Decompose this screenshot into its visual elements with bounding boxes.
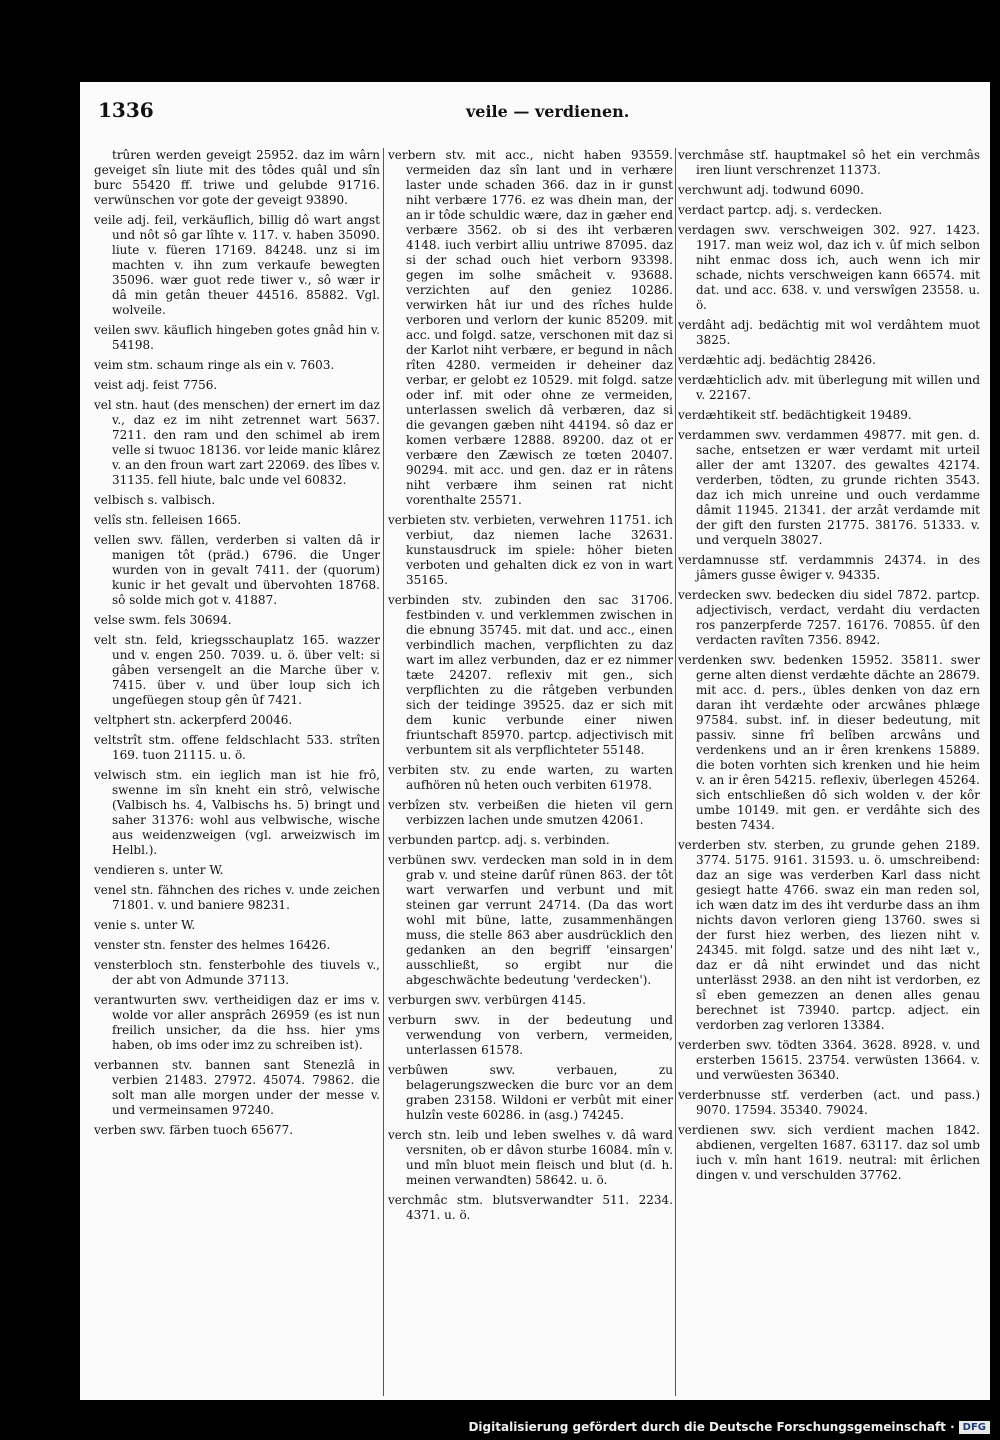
dictionary-entry: verburgen swv. verbürgen 4145. xyxy=(388,993,586,1007)
dictionary-entry: verbunden partcp. adj. s. verbinden. xyxy=(388,833,610,847)
dictionary-entry: verchmâse stf. hauptmakel sô het ein verchmâs iren liunt verschrenzet 11373. xyxy=(678,148,980,177)
dictionary-entry: trûren werden geveigt 25952. daz im wârn geveiget sîn liute mit des tôdes quâl und sîn burc 55420 ff. triwe und gelubde 91716. verwünschen vor gote der geveigt 93890. xyxy=(94,148,380,207)
dictionary-page xyxy=(80,82,990,1400)
dictionary-entry: vendieren s. unter W. xyxy=(94,863,224,877)
dictionary-entry: veltphert stn. ackerpferd 20046. xyxy=(94,713,293,727)
column-divider xyxy=(675,148,676,1396)
column-2 xyxy=(388,148,673,1396)
dictionary-entry: verbannen stv. bannen sant Stenezlâ in verbien 21483. 27972. 45074. 79862. die solt man alle morgen under der messe v. und vermeinsamen 97240. xyxy=(94,1058,380,1117)
dictionary-entry: verantwurten swv. vertheidigen daz er ims v. wolde vor aller ansprâch 26959 (es ist nun freilich unsicher, da die hss. hier yms haben, ob ims oder imz zu schreiben ist). xyxy=(94,993,380,1052)
dictionary-entry: verbinden stv. zubinden den sac 31706. festbinden v. und verklemmen zwischen in die ebnung 35745. mit dat. und acc., einen verbindlich machen, verpflichten zu daz wart im allez verbunden, daz er ez nimmer tæte 24207. reflexiv mit gen., sich verpflichten zu die râtgeben verbunden sich der teidinge 39525. daz er sich mit dem kunic verbunde einer niwen friuntschaft 85970. partcp. adjectivisch mit verbuntem sit als verpflichteter 55148. xyxy=(388,593,673,757)
column-3 xyxy=(678,148,980,1396)
dictionary-entry: veltstrît stm. offene feldschlacht 533. strîten 169. tuon 21115. u. ö. xyxy=(94,733,380,762)
dictionary-entry: verdæhticlich adv. mit überlegung mit willen und v. 22167. xyxy=(678,373,980,402)
dictionary-entry: verdæhtikeit stf. bedächtigkeit 19489. xyxy=(678,408,912,422)
dictionary-entry: vel stn. haut (des menschen) der ernert im daz v., daz ez im niht zetrennet wart 5637. 7211. den ram und den schimel ab irem velle si twuoc 18136. vor leide manic klârez v. an den froun wart zart 22069. des lîbes v. 31135. fell hiute, balc unde vel 60832. xyxy=(94,398,380,487)
dictionary-entry: venster stn. fenster des helmes 16426. xyxy=(94,938,331,952)
dictionary-entry: verdenken swv. bedenken 15952. 35811. swer gerne alten dienst verdæhte dächte an 28679. mit acc. d. pers., übles denken von daz ern daran iht verdæhte oder arcwânes phlæge 97584. subst. inf. in dieser bedeutung, mit passiv. sinne frî belîben arcwâns und verdenkens und an ir êren krenkens 15889. die boten vorhten sich krenken und hie heim v. an ir êren 54215. reflexiv, überlegen 45264. sich entschließen dô sich wolden v. der kôr umbe 10149. mit gen. er verdâhte sich des besten 7434. xyxy=(678,653,980,832)
column-1 xyxy=(94,148,380,1396)
dictionary-entry: verchwunt adj. todwund 6090. xyxy=(678,183,864,197)
dictionary-entry: velwisch stm. ein ieglich man ist hie frô, swenne im sîn kneht ein strô, velwische (Valbisch hs. 4, Valbischs hs. 5) bringt und saher 31376: wohl aus velbwische, wische aus weidenzweigen (vgl. arweizwisch im Helbl.). xyxy=(94,768,380,857)
dictionary-entry: verdammen swv. verdammen 49877. mit gen. d. sache, entsetzen er wær verdamt mit urteil aller der amt 13207. des gewaltes 42174. verderben, tödten, zu grunde richten 3543. daz ich mich unreine und ouch verdamme dâmit 11945. 21341. der arzât verdamde mit der gift den fursten 21775. 38176. 51333. v. und verqueln 38027. xyxy=(678,428,980,547)
dictionary-entry: velbisch s. valbisch. xyxy=(94,493,216,507)
dictionary-entry: vellen swv. fällen, verderben si valten dâ ir manigen tôt (präd.) 6796. die Unger wurden von in gevalt 7411. der (quorum) kunic ir het gevalt und übervohten 18768. sô solde mich got v. 41887. xyxy=(94,533,380,607)
dictionary-entry: verderbnusse stf. verderben (act. und pass.) 9070. 17594. 35340. 79024. xyxy=(678,1088,980,1117)
funding-credit xyxy=(468,1420,990,1434)
dictionary-entry: verderben stv. sterben, zu grunde gehen 2189. 3774. 5175. 9161. 31593. u. ö. umschreibend: daz an sige was verderben Karl dass nicht gesiegt hatte 4766. swaz ein man reden sol, ich wæn datz im des iht verdurbe dass an ihm nichts davon verloren gieng 13760. swes si der furst hiez werben, des liezen niht v. 24345. mit folgd. satze und des niht læt v., daz er dâ niht erwindet und das nicht unterlässt 2938. an den niht ist verdorben, ez sî eben gemezzen an denen alles genau berechnet ist 73940. partcp. adject. ein verdorben zag verloren 13384. xyxy=(678,838,980,1032)
dictionary-entry: velse swm. fels 30694. xyxy=(94,613,232,627)
dictionary-entry: veist adj. feist 7756. xyxy=(94,378,218,392)
dictionary-entry: verbern stv. mit acc., nicht haben 93559. vermeiden daz sîn lant und in verhære laster unde schaden 366. daz in ir gunst niht verbære 1776. ez was dhein man, der an ir tôde schuldic wære, daz in gæher end verbære 3562. ob si des iht verbæren 4148. iuch verbirt alliu untriwe 87095. daz si der schad ouch hiet verborn 93398. gegen im solhe smâcheit v. 93688. verzichten auf den geniez 10286. verwirken hât iur und des rîches hulde verboren und verlorn der kunic 85209. mit acc. und folgd. satze, verschonen mit daz si der Karlot niht verbære, er begund in nâch rîten 4280. vermeiden ir deheiner daz verbar, er gelobt ez 10529. mit folgd. satze oder inf. mit oder ohne ze vermeiden, unterlassen swelich dâ verbæren, daz si die gevangen gæben niht 44194. sô daz er komen verbære 12888. 89200. daz ot er verbære den Zæwisch ze tœten 20407. 90294. mit acc. und gen. daz er in râtens niht verbære ihm seinen rat nicht vorenthalte 25571. xyxy=(388,148,673,507)
page-header xyxy=(98,98,978,128)
dictionary-entry: verdienen swv. sich verdient machen 1842. abdienen, vergelten 1687. 63117. daz sol umb iuch v. mîn hant 1619. neutral: mit êrlichen dingen v. und verschulden 37762. xyxy=(678,1123,980,1182)
dictionary-entry: verch stn. leib und leben swelhes v. dâ ward versniten, ob er dâvon sturbe 16084. mîn v. und mîn bluot mein fleisch und blut (d. h. meinen verwandten) 58642. u. ö. xyxy=(388,1128,673,1187)
dictionary-entry: verbünen swv. verdecken man sold in in dem grab v. und steine darûf rünen 863. der tôt wart verwarfen und verbunt und mit steinen gar verrunt 24714. (Da das wort wohl mit büne, latte, zusammenhängen muss, die stelle 863 aber ausdrücklich den gedanken an den begriff 'einsargen' ausschließt, so ergibt nur die abgeschwächte bedeutung 'verdecken'). xyxy=(388,853,673,987)
dfg-logo: DFG xyxy=(959,1421,990,1434)
dictionary-entry: verbûwen swv. verbauen, zu belagerungszwecken die burc vor an dem graben 23158. Wildoni er verbût mit einer hulzîn veste 60286. in (asg.) 74245. xyxy=(388,1063,673,1122)
dictionary-entry: venel stn. fähnchen des riches v. unde zeichen 71801. v. und baniere 98231. xyxy=(94,883,380,912)
dictionary-entry: veile adj. feil, verkäuflich, billig dô wart angst und nôt sô gar lîhte v. 117. v. haben 35090. liute v. füeren 17169. 84248. unz si im machten v. ihn zum verkaufe bewegten 35096. wær guot rede tiwer v., sô wær ir dâ min getân theuer 44516. 85882. Vgl. wolveile. xyxy=(94,213,380,317)
page-number: 1336 xyxy=(98,98,154,122)
dictionary-entry: verdâht adj. bedächtig mit wol verdâhtem muot 3825. xyxy=(678,318,980,347)
dictionary-entry: verbieten stv. verbieten, verwehren 11751. ich verbiut, daz niemen lache 32631. kunstausdruck im spiele: höher bieten verboten und gehalten dick ez von in wart 35165. xyxy=(388,513,673,587)
dictionary-entry: verderben swv. tödten 3364. 3628. 8928. v. und ersterben 15615. 23754. verwüsten 13664. v. und verwüesten 36340. xyxy=(678,1038,980,1082)
dictionary-entry: verdagen swv. verschweigen 302. 927. 1423. 1917. man weiz wol, daz ich v. ûf mich selbon niht enmac doss ich, auch wenn ich mir schade, nichts verschweigen kann 66574. mit dat. und acc. 638. v. und verswîgen 23558. u. ö. xyxy=(678,223,980,312)
dictionary-entry: veilen swv. käuflich hingeben gotes gnâd hin v. 54198. xyxy=(94,323,380,352)
dictionary-entry: veim stm. schaum ringe als ein v. 7603. xyxy=(94,358,335,372)
column-divider xyxy=(383,148,384,1396)
dictionary-entry: verchmâc stm. blutsverwandter 511. 2234. 4371. u. ö. xyxy=(388,1193,673,1222)
running-title: veile — verdienen. xyxy=(466,102,630,121)
dictionary-entry: vensterbloch stn. fensterbohle des tiuvels v., der abt von Admunde 37113. xyxy=(94,958,380,987)
dictionary-entry: verburn swv. in der bedeutung und verwendung von verbern, vermeiden, unterlassen 61578. xyxy=(388,1013,673,1057)
dictionary-entry: verdæhtic adj. bedächtig 28426. xyxy=(678,353,876,367)
dictionary-entry: velîs stn. felleisen 1665. xyxy=(94,513,242,527)
dictionary-entry: verdact partcp. adj. s. verdecken. xyxy=(678,203,883,217)
dictionary-entry: verbiten stv. zu ende warten, zu warten aufhören nû heten ouch verbiten 61978. xyxy=(388,763,673,792)
dictionary-entry: verben swv. färben tuoch 65677. xyxy=(94,1123,294,1137)
funding-text: Digitalisierung gefördert durch die Deutsche Forschungsgemeinschaft · xyxy=(468,1420,955,1434)
dictionary-entry: verdamnusse stf. verdammnis 24374. in des jâmers gusse êwiger v. 94335. xyxy=(678,553,980,582)
dictionary-entry: verbîzen stv. verbeißen die hieten vil gern verbizzen lachen unde smutzen 42061. xyxy=(388,798,673,827)
dictionary-entry: venie s. unter W. xyxy=(94,918,196,932)
dictionary-entry: velt stn. feld, kriegsschauplatz 165. wazzer und v. engen 250. 7039. u. ö. über velt: si gâben versengelt an die Marche über v. 7415. über v. und über loup sich ich ungefüegen stoup gên ûf 7421. xyxy=(94,633,380,707)
dictionary-entry: verdecken swv. bedecken diu sidel 7872. partcp. adjectivisch, verdact, verdaht diu verdacten ros panzerpferde 7257. 16176. 70855. ûf den verdacten ravîten 7356. 8942. xyxy=(678,588,980,647)
